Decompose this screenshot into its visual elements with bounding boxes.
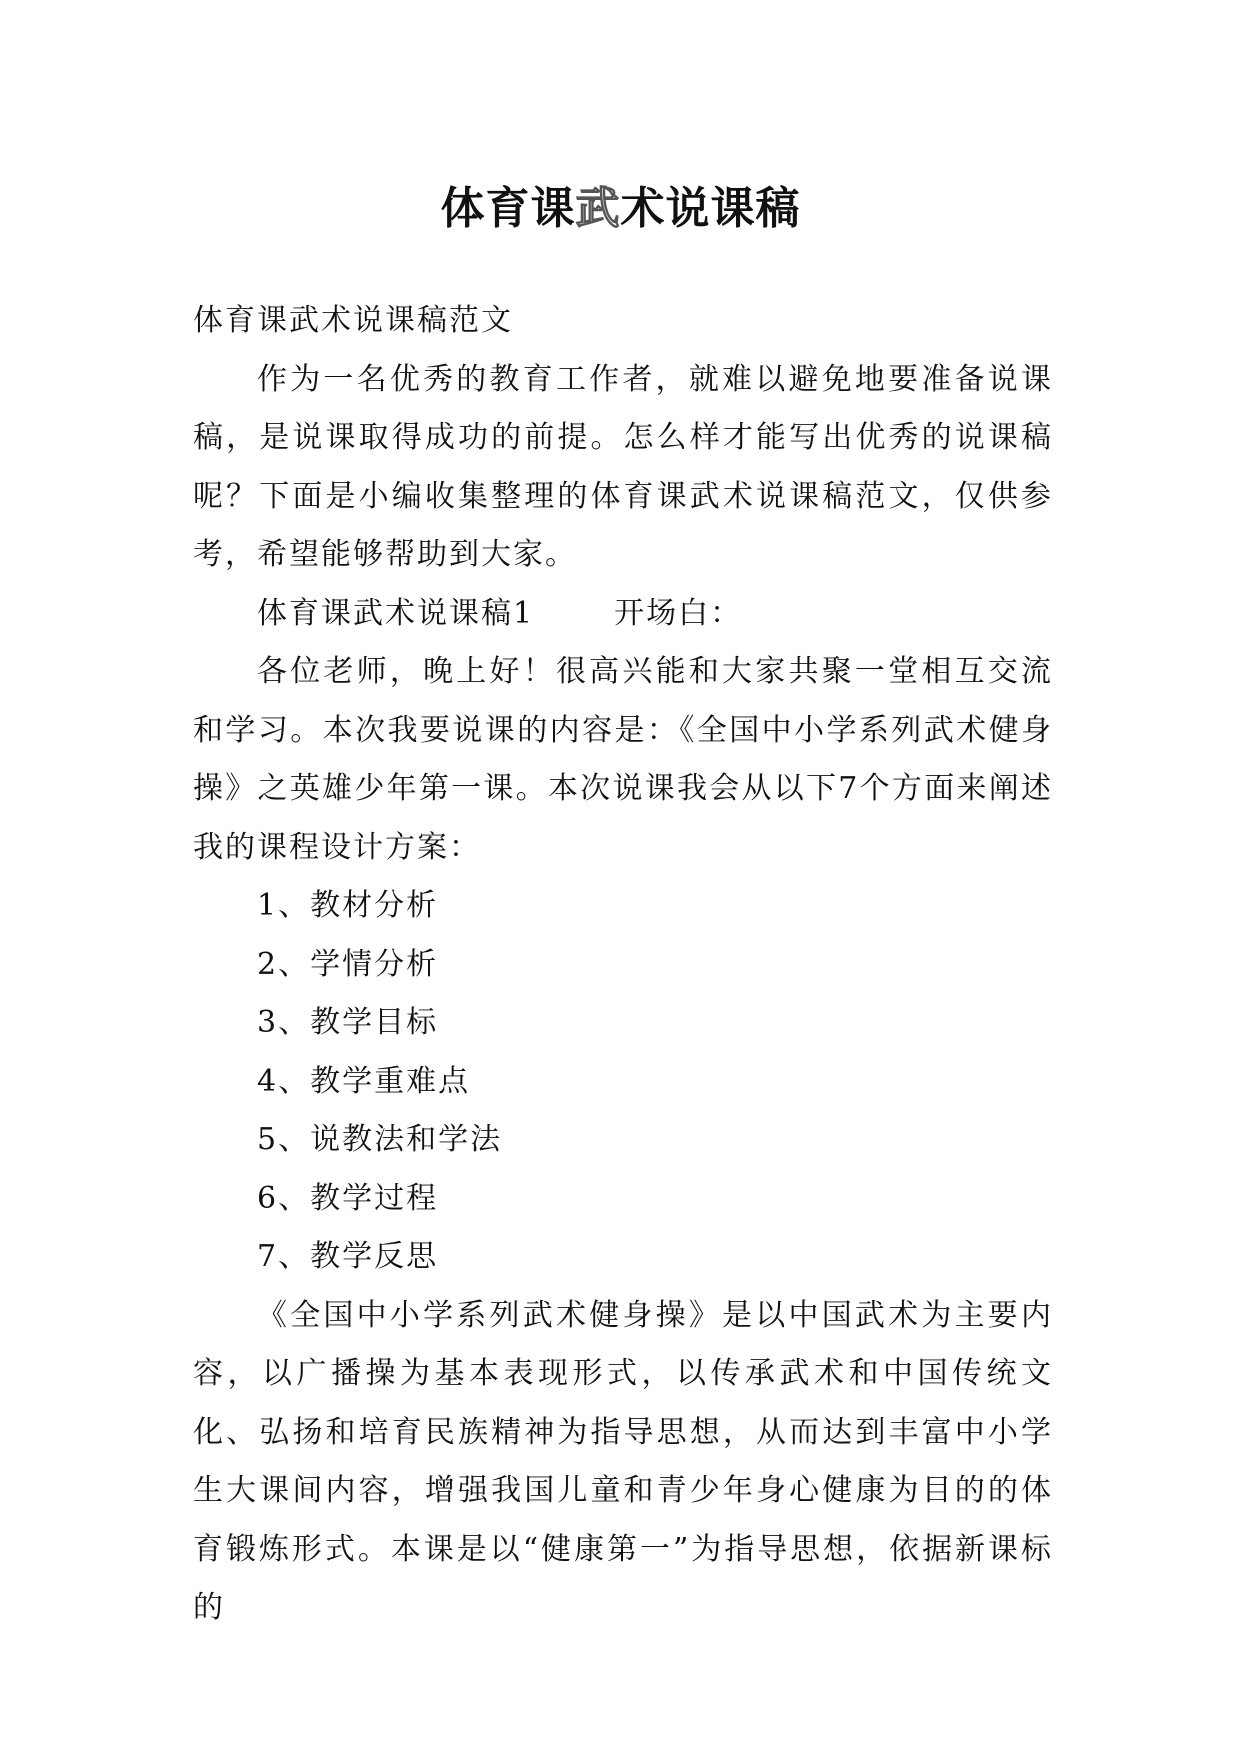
outline-item-1: 1、教材分析 bbox=[257, 888, 439, 923]
title-highlight-char: 武 bbox=[575, 183, 621, 235]
title-part-1: 体育课 bbox=[440, 183, 576, 235]
section-heading-text: 体育课武术说课稿1 bbox=[257, 595, 535, 631]
intro-paragraph: 作为一名优秀的教育工作者，就难以避免地要准备说课稿，是说课取得成功的前提。怎么样才能写出优秀的说课稿呢？下面是小编收集整理的体育课武术说课稿范文，仅供参考，希望能够帮助到大家。 bbox=[193, 361, 1053, 572]
document-subtitle: 体育课武术说课稿范文 bbox=[193, 303, 513, 338]
outline-item-4: 4、教学重难点 bbox=[257, 1063, 471, 1099]
outline-item-5: 5、说教法和学法 bbox=[257, 1122, 503, 1157]
outline-item-6: 6、教学过程 bbox=[257, 1180, 439, 1216]
document-body bbox=[193, 292, 1053, 1638]
section-heading bbox=[193, 585, 1053, 644]
body-paragraph: 《全国中小学系列武术健身操》是以中国武术为主要内容，以广播操为基本表现形式，以传承武术和中国传统文化、弘扬和培育民族精神为指导思想，从而达到丰富中小学生大课间内容，增强我国儿童和青少年身心健康为目的的体育锻炼形式。本课是以“健康第一”为指导思想，依据新课标的 bbox=[193, 1297, 1053, 1625]
page-title bbox=[0, 179, 1241, 239]
outline-item-3: 3、教学目标 bbox=[257, 1005, 439, 1040]
greeting-paragraph: 各位老师，晚上好！很高兴能和大家共聚一堂相互交流和学习。本次我要说课的内容是：《全国中小学系列武术健身操》之英雄少年第一课。本次说课我会从以下7个方面来阐述我的课程设计方案： bbox=[193, 654, 1053, 865]
outline-item-2: 2、学情分析 bbox=[257, 946, 439, 982]
outline-item-7: 7、教学反思 bbox=[257, 1239, 439, 1274]
section-opening-label: 开场白： bbox=[614, 595, 743, 631]
title-part-2: 术说课稿 bbox=[620, 183, 801, 235]
